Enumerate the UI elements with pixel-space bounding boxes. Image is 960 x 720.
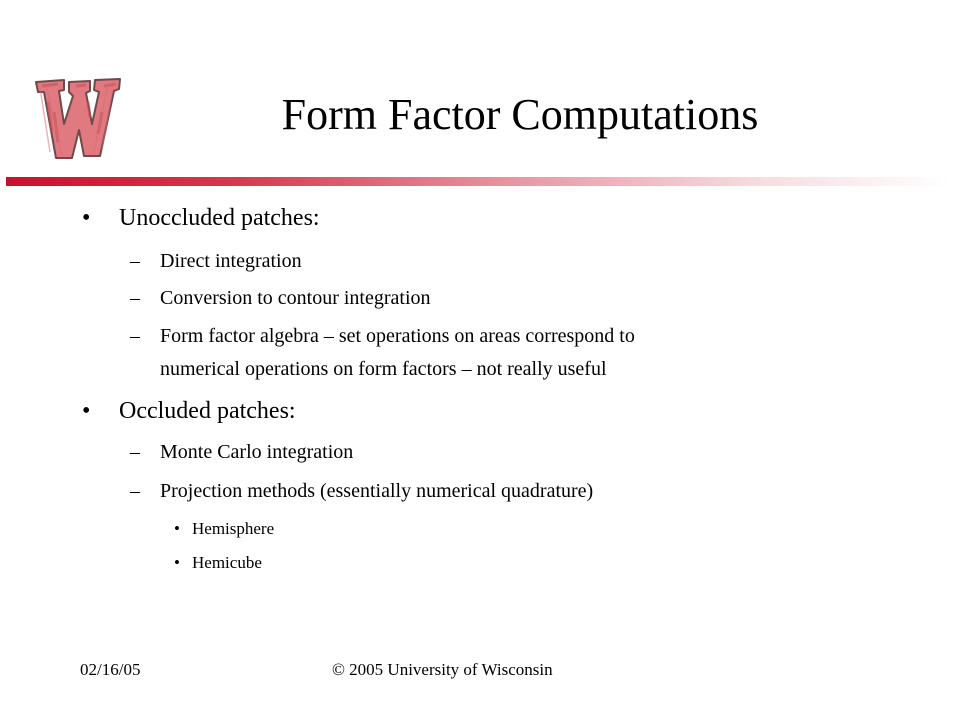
list-item-text: Occluded patches: [119,398,296,424]
list-subsubitem [174,518,275,540]
bullet-icon: • [174,553,180,572]
list-subitem-continuation [160,356,607,383]
list-item-text: Unoccluded patches: [119,205,320,231]
bullet-icon: • [174,519,180,538]
list-subsubitem-text: Hemisphere [192,519,275,538]
slide-title: Form Factor Computations [281,90,759,139]
dash-icon: – [130,325,140,347]
list-subitem-text: Direct integration [160,250,302,272]
dash-icon: – [130,250,140,272]
list-subitem [130,439,354,466]
wisconsin-w-logo-icon [28,72,128,164]
bullet-icon: • [82,205,91,231]
list-subitem [130,478,594,505]
list-subitem-text: Projection methods (essentially numerical quadrature) [160,480,594,502]
list-subitem [130,285,431,312]
list-subitem-text: numerical operations on form factors – not really useful [160,358,607,380]
list-subitem-text: Form factor algebra – set operations on areas correspond to [160,325,635,347]
dash-icon: – [130,441,140,463]
list-subitem [130,248,302,275]
list-subsubitem-text: Hemicube [192,553,262,572]
list-subitem-text: Monte Carlo integration [160,441,354,463]
footer-date: 02/16/05 [80,660,141,679]
list-subitem [130,323,635,350]
list-subsubitem [174,552,262,574]
title-underline-rule [6,177,950,186]
list-subitem-text: Conversion to contour integration [160,287,431,309]
dash-icon: – [130,287,140,309]
dash-icon: – [130,480,140,502]
footer-copyright: © 2005 University of Wisconsin [332,660,553,679]
list-item [82,203,320,233]
list-item [82,396,296,426]
bullet-icon: • [82,398,91,424]
